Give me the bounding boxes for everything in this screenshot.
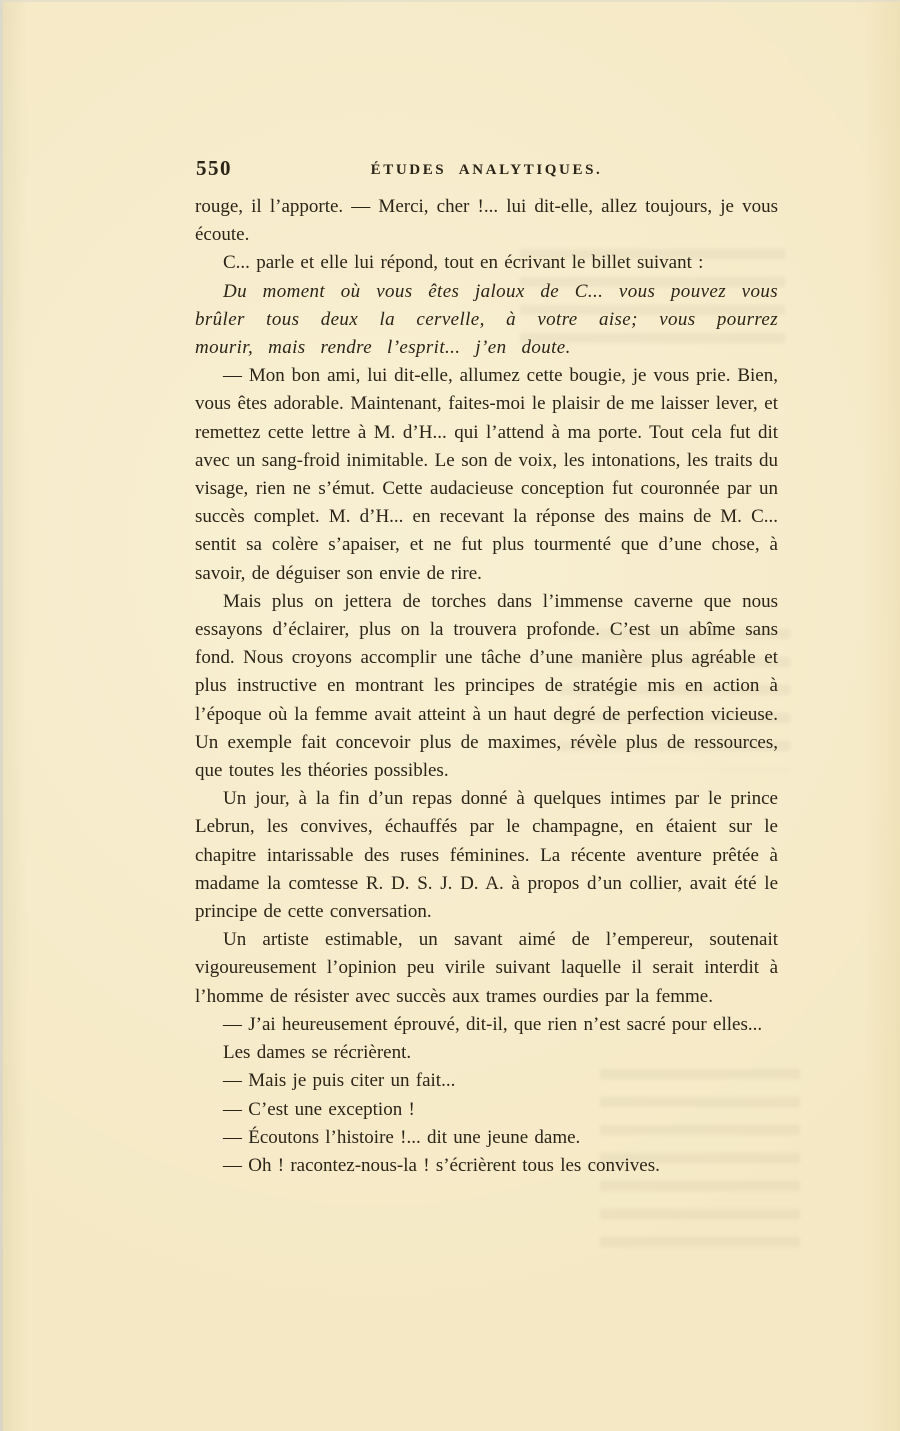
running-header: ÉTUDES ANALYTIQUES. <box>370 162 603 178</box>
scan-edge-top <box>0 0 900 2</box>
text-body <box>195 193 778 1180</box>
paragraph: C... parle et elle lui répond, tout en écrivant le billet suivant : <box>223 252 704 274</box>
paragraph: Les dames se récrièrent. <box>223 1042 412 1064</box>
paragraph: — Mais je puis citer un fait... <box>223 1070 456 1092</box>
paragraph: rouge, il l’apporte. — Merci, cher !... lui dit-elle, allez toujours, je vous écoute. <box>195 196 778 246</box>
paragraph: Un artiste estimable, un savant aimé de l’empereur, soutenait vigoureusement l’opinion peu virile suivant laquelle il serait interdit à l’homme de résister avec succès aux trames ourdies par la femme. <box>195 929 778 1007</box>
paragraph: — Écoutons l’histoire !... dit une jeune dame. <box>223 1126 581 1148</box>
paragraph: — Oh ! racontez-nous-la ! s’écrièrent tous les convives. <box>223 1154 660 1176</box>
paragraph: Un jour, à la fin d’un repas donné à quelques intimes par le prince Lebrun, les convives, échauffés par le champagne, en étaient sur le chapitre intarissable des ruses féminines. La récente aventure prêtée à madame la comtesse R. D. S. J. D. A. à propos d’un collier, avait été le principe de cette conversation. <box>195 788 778 923</box>
paragraph: — J’ai heureusement éprouvé, dit-il, que rien n’est sacré pour elles... <box>223 1013 763 1035</box>
paragraph: Du moment où vous êtes jaloux de C... vous pouvez vous brûler tous deux la cervelle, à votre aise; vous pourrez mourir, mais rendre l’esprit... j’en doute. <box>195 280 778 359</box>
paragraph: — C’est une exception ! <box>223 1098 415 1120</box>
paragraph: — Mon bon ami, lui dit-elle, allumez cette bougie, je vous prie. Bien, vous êtes adorable. Maintenant, faites-moi le plaisir de me laisser lever, et remettez cette lettre à M. d’H... qui l’attend à ma porte. Tout cela fut dit avec un sang-froid inimitable. Le son de voix, les intonations, les traits du visage, rien ne s’émut. Cette audacieuse conception fut couronnée par un succès complet. M. d’H... en recevant la réponse des mains de M. C... sentit sa colère s’apaiser, et ne fut plus tourmenté que d’une chose, à savoir, de déguiser son envie de rire. <box>195 365 778 584</box>
page-number: 550 <box>196 156 232 180</box>
paragraph: Mais plus on jettera de torches dans l’immense caverne que nous essayons d’éclairer, plus on la trouvera profonde. C’est un abîme sans fond. Nous croyons accomplir une tâche d’une manière plus agréable et plus instructive en montrant les principes de stratégie mis en action à l’époque où la femme avait atteint à un haut degré de perfection vicieuse. Un exemple fait concevoir plus de maximes, révèle plus de ressources, que toutes les théories possibles. <box>195 590 778 782</box>
scan-edge-left <box>0 0 3 1431</box>
